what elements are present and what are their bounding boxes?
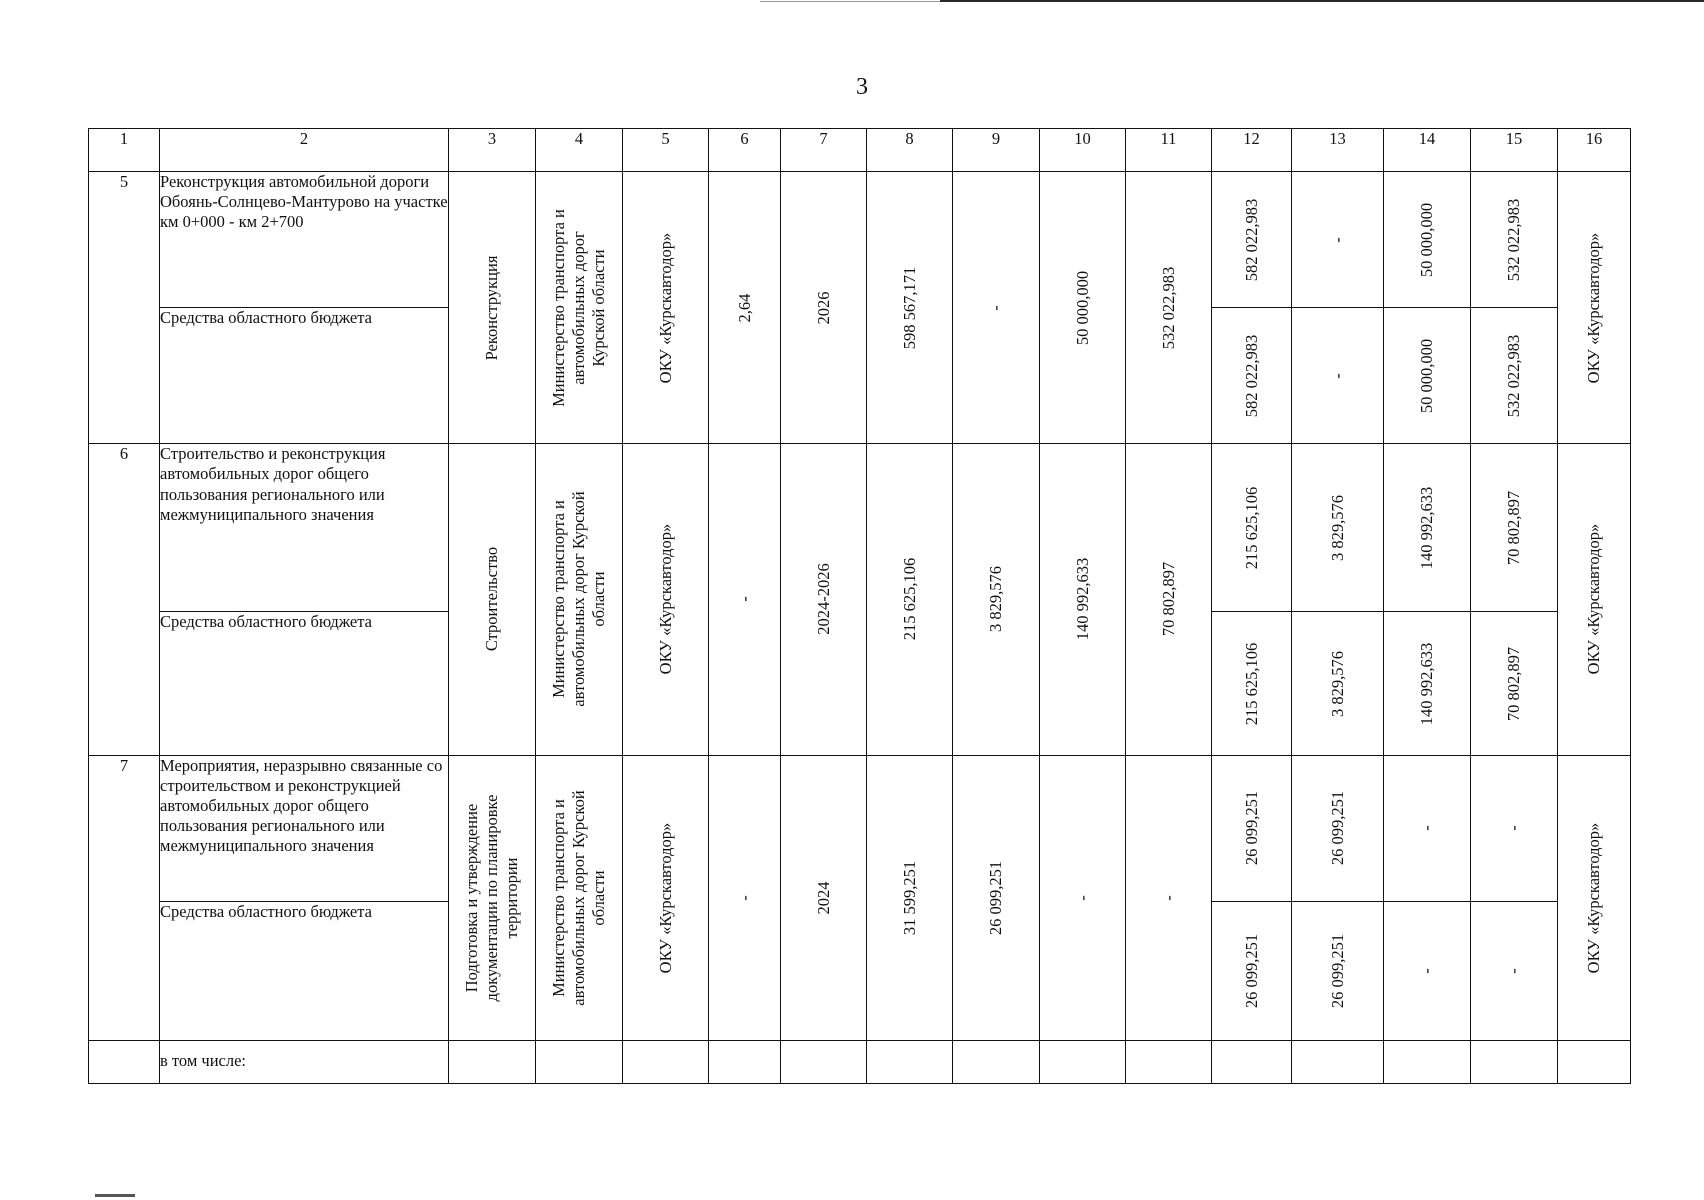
project-title: Строительство и реконструкция автомобильных дорог общего пользования регионального или межмуниципального значения <box>160 444 449 612</box>
customer: Министерство транспорта и автомобильных дорог Курской области <box>548 790 609 1006</box>
project-title: Реконструкция автомобильной дороги Обоянь-Солнцево-Мантурово на участке км 0+000 - км 2+700 <box>160 172 449 308</box>
col12-cell <box>1212 172 1292 308</box>
col15-value: 532 022,983 <box>1503 198 1523 281</box>
col12-cell <box>1212 755 1292 901</box>
col15-value: 70 802,897 <box>1503 646 1523 721</box>
col11-cell <box>1126 444 1212 755</box>
empty-cell <box>867 1040 953 1083</box>
header-row <box>89 129 1631 172</box>
col14-cell <box>1384 308 1471 444</box>
empty-cell <box>89 1040 160 1083</box>
col11-value: 70 802,897 <box>1158 562 1178 637</box>
row-number: 6 <box>89 444 160 755</box>
customer-cell <box>536 755 623 1040</box>
col15-cell <box>1471 172 1558 308</box>
empty-cell <box>1471 1040 1558 1083</box>
col11-value: 532 022,983 <box>1158 266 1178 349</box>
empty-cell <box>709 1040 781 1083</box>
col13-cell <box>1292 901 1384 1040</box>
col14-cell <box>1384 612 1471 755</box>
col14-value: 140 992,633 <box>1416 486 1436 570</box>
table-row <box>89 755 1631 901</box>
col13-value: 26 099,251 <box>1327 791 1347 866</box>
header-cell: 10 <box>1040 129 1126 172</box>
empty-cell <box>1292 1040 1384 1083</box>
col10-value: - <box>1072 895 1092 901</box>
col10-cell <box>1040 755 1126 1040</box>
col10-cell <box>1040 172 1126 444</box>
period-value: 2024 <box>813 881 833 915</box>
work-type-cell <box>449 172 536 444</box>
col15-cell <box>1471 612 1558 755</box>
col12-cell <box>1212 308 1292 444</box>
total-cost-cell <box>867 444 953 755</box>
col15-value: - <box>1503 825 1523 831</box>
work-type: Реконструкция <box>481 255 501 361</box>
col14-cell <box>1384 755 1471 901</box>
col14-value: 50 000,000 <box>1416 338 1436 413</box>
period-value: 2026 <box>813 291 833 325</box>
length-value: - <box>734 596 754 603</box>
col13-cell <box>1292 444 1384 612</box>
work-type: Строительство <box>481 547 501 652</box>
col12-value: 582 022,983 <box>1241 334 1261 417</box>
col14-value: - <box>1416 968 1436 974</box>
executor-cell <box>623 444 709 755</box>
period-value: 2024-2026 <box>813 563 833 636</box>
col13-value: - <box>1327 236 1347 243</box>
length-value: 2,64 <box>734 293 754 323</box>
col15-cell <box>1471 444 1558 612</box>
row-number: 7 <box>89 755 160 1040</box>
empty-cell <box>953 1040 1040 1083</box>
including-label: в том числе: <box>160 1040 449 1083</box>
period-cell <box>781 172 867 444</box>
col13-cell <box>1292 172 1384 308</box>
empty-cell <box>1558 1040 1631 1083</box>
total-cost-value: 215 625,106 <box>899 558 919 641</box>
empty-cell <box>1126 1040 1212 1083</box>
scan-artifact-line <box>95 1194 135 1197</box>
empty-cell <box>781 1040 867 1083</box>
executor-cell <box>623 755 709 1040</box>
col14-value: - <box>1416 825 1436 831</box>
header-cell: 5 <box>623 129 709 172</box>
funding-source: Средства областного бюджета <box>160 612 449 755</box>
col9-cell <box>953 755 1040 1040</box>
row-number: 5 <box>89 172 160 444</box>
col13-value: - <box>1327 372 1347 379</box>
header-cell: 11 <box>1126 129 1212 172</box>
header-cell: 6 <box>709 129 781 172</box>
col10-cell <box>1040 444 1126 755</box>
empty-cell <box>623 1040 709 1083</box>
header-cell: 15 <box>1471 129 1558 172</box>
col16-cell <box>1558 444 1631 755</box>
header-cell: 2 <box>160 129 449 172</box>
total-cost-cell <box>867 755 953 1040</box>
header-cell: 8 <box>867 129 953 172</box>
length-cell <box>709 755 781 1040</box>
funding-source: Средства областного бюджета <box>160 901 449 1040</box>
header-cell: 7 <box>781 129 867 172</box>
work-type-cell <box>449 444 536 755</box>
scan-edge-faint <box>760 1 940 2</box>
col11-cell <box>1126 172 1212 444</box>
customer: Министерство транспорта и автомобильных дорог Курской области <box>548 491 609 708</box>
col13-cell <box>1292 308 1384 444</box>
col11-cell <box>1126 755 1212 1040</box>
col9-value: - <box>985 304 1005 311</box>
header-cell: 4 <box>536 129 623 172</box>
responsible: ОКУ «Курскавтодор» <box>1583 822 1603 974</box>
length-cell <box>709 172 781 444</box>
length-cell <box>709 444 781 755</box>
page-number: 3 <box>856 74 868 100</box>
work-type: Подготовка и утверждение документации по планировке территории <box>461 794 522 1002</box>
col15-cell <box>1471 308 1558 444</box>
header-cell: 13 <box>1292 129 1384 172</box>
customer-cell <box>536 172 623 444</box>
col9-value: 3 829,576 <box>985 566 1005 633</box>
customer-cell <box>536 444 623 755</box>
total-cost-cell <box>867 172 953 444</box>
table-row <box>89 444 1631 612</box>
header-cell: 14 <box>1384 129 1471 172</box>
col12-cell <box>1212 901 1292 1040</box>
scan-edge-line <box>940 0 1704 2</box>
col15-value: - <box>1503 968 1523 974</box>
header-cell: 16 <box>1558 129 1631 172</box>
col10-value: 140 992,633 <box>1072 558 1092 641</box>
executor: ОКУ «Курскавтодор» <box>655 232 675 383</box>
col12-value: 26 099,251 <box>1241 791 1261 866</box>
col13-value: 26 099,251 <box>1327 933 1347 1008</box>
responsible: ОКУ «Курскавтодор» <box>1583 232 1603 383</box>
col14-cell <box>1384 172 1471 308</box>
empty-cell <box>449 1040 536 1083</box>
col15-cell <box>1471 901 1558 1040</box>
funding-source: Средства областного бюджета <box>160 308 449 444</box>
executor: ОКУ «Курскавтодор» <box>655 524 675 675</box>
period-cell <box>781 444 867 755</box>
col15-cell <box>1471 755 1558 901</box>
executor-cell <box>623 172 709 444</box>
col11-value: - <box>1158 895 1178 901</box>
col15-value: 70 802,897 <box>1503 490 1523 566</box>
col13-cell <box>1292 612 1384 755</box>
col12-value: 26 099,251 <box>1241 933 1261 1008</box>
project-title: Мероприятия, неразрывно связанные со строительством и реконструкцией автомобильных дорог общего пользования регионального или межмуниципального значения <box>160 755 449 901</box>
col14-cell <box>1384 901 1471 1040</box>
executor: ОКУ «Курскавтодор» <box>655 822 675 974</box>
col9-cell <box>953 172 1040 444</box>
header-cell: 12 <box>1212 129 1292 172</box>
col14-value: 140 992,633 <box>1416 642 1436 725</box>
col13-value: 3 829,576 <box>1327 494 1347 561</box>
length-value: - <box>734 895 754 901</box>
total-cost-value: 598 567,171 <box>899 266 919 349</box>
col12-cell <box>1212 612 1292 755</box>
col13-value: 3 829,576 <box>1327 650 1347 717</box>
col16-cell <box>1558 755 1631 1040</box>
work-type-cell <box>449 755 536 1040</box>
col12-value: 215 625,106 <box>1241 642 1261 725</box>
col16-cell <box>1558 172 1631 444</box>
col14-cell <box>1384 444 1471 612</box>
col15-value: 532 022,983 <box>1503 334 1523 417</box>
period-cell <box>781 755 867 1040</box>
footer-row <box>89 1040 1631 1083</box>
col12-cell <box>1212 444 1292 612</box>
col12-value: 582 022,983 <box>1241 198 1261 281</box>
responsible: ОКУ «Курскавтодор» <box>1583 524 1603 675</box>
col13-cell <box>1292 755 1384 901</box>
budget-table <box>88 128 1631 1084</box>
col9-value: 26 099,251 <box>985 860 1005 935</box>
empty-cell <box>1040 1040 1126 1083</box>
header-cell: 3 <box>449 129 536 172</box>
col9-cell <box>953 444 1040 755</box>
col14-value: 50 000,000 <box>1416 202 1436 277</box>
empty-cell <box>1384 1040 1471 1083</box>
header-cell: 9 <box>953 129 1040 172</box>
header-cell: 1 <box>89 129 160 172</box>
customer: Министерство транспорта и автомобильных дорог Курской области <box>548 208 609 407</box>
table-row <box>89 172 1631 308</box>
empty-cell <box>1212 1040 1292 1083</box>
empty-cell <box>536 1040 623 1083</box>
col10-value: 50 000,000 <box>1072 270 1092 345</box>
col12-value: 215 625,106 <box>1241 486 1261 570</box>
total-cost-value: 31 599,251 <box>899 860 919 935</box>
